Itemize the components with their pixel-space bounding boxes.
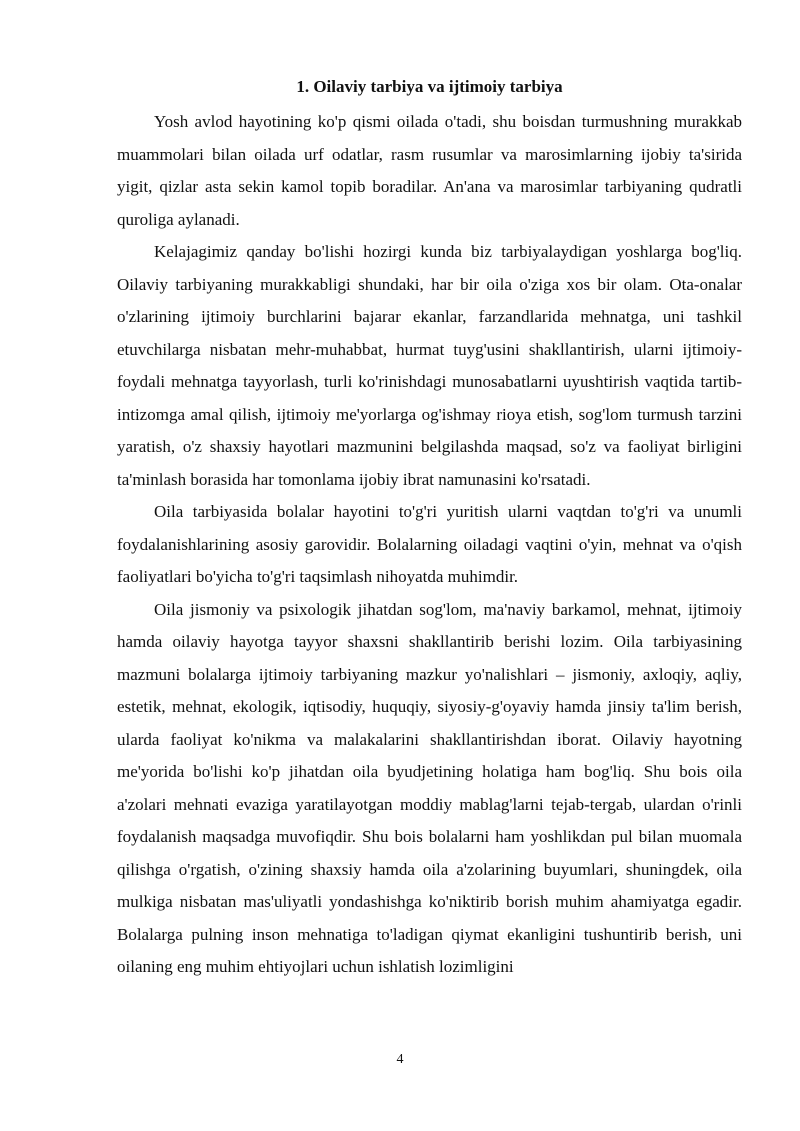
paragraph-4: Oila jismoniy va psixologik jihatdan sog'lom, ma'naviy barkamol, mehnat, ijtimoiy hamda oilaviy hayotga tayyor shaxsni shakllantirib berishi lozim. Oila tarbiyasining mazmuni bolalarga ijtimoiy tarbiyaning mazkur yo'nalishlari – jismoniy, axloqiy, aqliy, estetik, mehnat, ekologik, iqtisodiy, huquqiy, siyosiy-g'oyaviy hamda jinsiy ta'lim berish, ularda faoliyat ko'nikma va malakalarini shakllantirishdan iborat. Oilaviy hayotning me'yorida bo'lishi ko'p jihatdan oila byudjetining holatiga ham bog'liq. Shu bois oila a'zolari mehnati evaziga yaratilayotgan moddiy mablag'larni tejab-tergab, ulardan o'rinli foydalanish maqsadga muvofiqdir. Shu bois bolalarni ham yoshlikdan pul bilan muomala qilishga o'rgatish, o'zining shaxsiy hamda oila a'zolarining buyumlari, shuningdek, oila mulkiga nisbatan mas'uliyatli yondashishga ko'niktirib borish muhim ahamiyatga egadir. Bolalarga pulning inson mehnatiga to'ladigan qiymat ekanligini tushuntirib berish, uni oilaning eng muhim ehtiyojlari uchun ishlatish lozimligini bbox=[117, 599, 742, 976]
paragraph-1: Yosh avlod hayotining ko'p qismi oilada o'tadi, shu boisdan turmushning murakkab muammolari bilan oilada urf odatlar, rasm rusumlar va marosimlarning ijobiy ta'sirida yigit, qizlar asta sekin kamol topib boradilar. An'ana va marosimlar tarbiyaning qudratli quroliga aylanadi. bbox=[117, 112, 742, 229]
body-text bbox=[117, 106, 742, 984]
paragraph-2: Kelajagimiz qanday bo'lishi hozirgi kunda biz tarbiyalaydigan yoshlarga bog'liq. Oilaviy tarbiyaning murakkabligi shundaki, har bir oila o'ziga xos bir olam. Ota-onalar o'zlarining ijtimoiy burchlarini bajarar ekanlar, farzandlarida mehnatga, uni tashkil etuvchilarga nisbatan mehr-muhabbat, hurmat tuyg'usini shakllantirish, ularni ijtimoiy-foydali mehnatga tayyorlash, turli ko'rinishdagi munosabatlarni uyushtirish vaqtida tartib-intizomga amal qilish, ijtimoiy me'yorlarga og'ishmay rioya etish, sog'lom turmush tarzini yaratish, o'z shaxsiy hayotlari mazmunini belgilashda maqsad, so'z va faoliyat birligini ta'minlash borasida har tomonlama ijobiy ibrat namunasini ko'rsatadi. bbox=[117, 242, 742, 489]
page-number: 4 bbox=[396, 1052, 404, 1067]
section-heading: 1. Oilaviy tarbiya va ijtimoiy tarbiya bbox=[296, 77, 563, 96]
paragraph-3: Oila tarbiyasida bolalar hayotini to'g'ri yuritish ularni vaqtdan to'g'ri va unumli foydalanishlarining asosiy garovidir. Bolalarning oiladagi vaqtini o'yin, mehnat va o'qish faoliyatlari bo'yicha to'g'ri taqsimlash nihoyatda muhimdir. bbox=[117, 502, 742, 586]
